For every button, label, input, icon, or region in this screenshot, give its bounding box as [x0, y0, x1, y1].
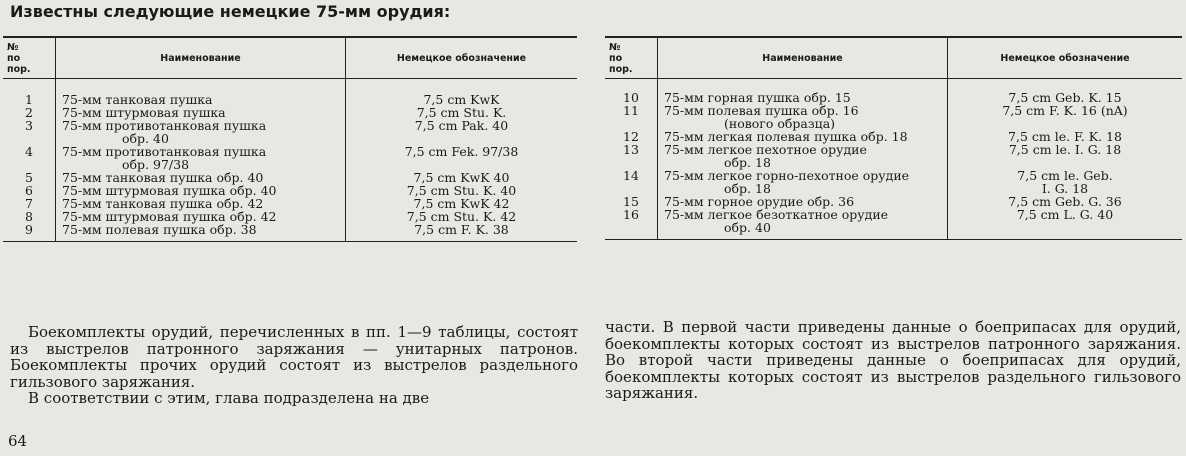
row-number: 10	[605, 91, 658, 104]
gun-name: 75-мм танковая пушка обр. 40	[56, 171, 346, 184]
table-row	[605, 104, 1182, 130]
german-designation: 7,5 cm Geb. G. 36	[1008, 194, 1122, 209]
gun-name: 75-мм легкое безоткатное орудие обр. 40	[658, 208, 948, 234]
german-designation: 7,5 cm L. G. 40	[1016, 207, 1114, 222]
gun-name: 75-мм противотанковая пушка обр. 97/38	[56, 145, 346, 171]
german-designation: 7,5 cm le. Geb. I. G. 18	[1017, 168, 1113, 196]
header-code: Немецкое обозначение	[346, 37, 578, 79]
german-designation: 7,5 cm Stu. K. 42	[406, 209, 517, 224]
german-designation: 7,5 cm le. F. K. 18	[1008, 129, 1122, 144]
table-row	[605, 208, 1182, 234]
gun-name: 75-мм штурмовая пушка обр. 42	[56, 210, 346, 223]
gun-name: 75-мм горное орудие обр. 36	[658, 195, 948, 208]
gun-name: 75-мм штурмовая пушка обр. 40	[56, 184, 346, 197]
gun-name: 75-мм легкое пехотное орудие обр. 18	[658, 143, 948, 169]
row-number: 2	[3, 106, 56, 119]
row-number: 3	[3, 119, 56, 145]
table-body-right	[605, 79, 1182, 240]
row-number: 5	[3, 171, 56, 184]
german-designation: 7,5 cm Fek. 97/38	[404, 144, 519, 159]
german-designation: 7,5 cm KwK	[423, 92, 500, 107]
row-number: 8	[3, 210, 56, 223]
gun-table-left	[3, 36, 577, 242]
row-number: 1	[3, 93, 56, 106]
table-row	[3, 119, 577, 145]
header-code: Немецкое обозначение	[948, 37, 1183, 79]
intro-line: Известны следующие немецкие 75-мм орудия:	[10, 2, 451, 21]
german-designation: 7,5 cm KwK 42	[413, 196, 510, 211]
gun-name: 75-мм противотанковая пушка обр. 40	[56, 119, 346, 145]
paragraph-text: В соответствии с этим, глава подразделена на две	[28, 389, 430, 407]
gun-name: 75-мм танковая пушка	[56, 93, 346, 106]
table-row	[605, 143, 1182, 169]
gun-name: 75-мм танковая пушка обр. 42	[56, 197, 346, 210]
german-designation: 7,5 cm Stu. K.	[416, 105, 507, 120]
german-designation: 7,5 cm Geb. K. 15	[1008, 90, 1122, 105]
german-designation: 7,5 cm F. K. 16 (nA)	[1002, 103, 1128, 118]
german-designation: 7,5 cm le. I. G. 18	[1008, 142, 1122, 157]
header-name: Наименование	[56, 37, 346, 79]
german-designation: 7,5 cm F. K. 38	[414, 222, 509, 237]
page-number: 64	[8, 432, 28, 450]
gun-name: 75-мм штурмовая пушка	[56, 106, 346, 119]
gun-name: 75-мм полевая пушка обр. 16 (нового образца)	[658, 104, 948, 130]
paragraph-text: Боекомплекты орудий, перечисленных в пп. 1—9 таблицы, состоят из выстрелов патронного заряжания — унитарных патронов. Боекомплекты прочих орудий состоят из выстрелов раздельного гильзового заряжания.	[10, 323, 578, 391]
gun-table-right	[605, 36, 1182, 240]
row-number: 13	[605, 143, 658, 169]
header-num: № по пор.	[3, 37, 56, 79]
row-number: 16	[605, 208, 658, 234]
table-body-left	[3, 79, 577, 242]
paragraph-left	[10, 324, 578, 407]
row-number: 11	[605, 104, 658, 130]
table-row	[3, 145, 577, 171]
gun-name: 75-мм легкое горно-пехотное орудие обр. 18	[658, 169, 948, 195]
paragraph-right: части. В первой части приведены данные о боеприпасах для орудий, боекомплекты которых состоят из выстрелов патронного заряжания. Во второй части приведены данные о боеприпасах для орудий, боекомплекты которых состоят из выстрелов раздельного гильзового заряжания.	[605, 318, 1181, 402]
row-number: 6	[3, 184, 56, 197]
table-row	[605, 169, 1182, 195]
gun-name: 75-мм легкая полевая пушка обр. 18	[658, 130, 948, 143]
gun-name: 75-мм полевая пушка обр. 38	[56, 223, 346, 236]
header-name: Наименование	[658, 37, 948, 79]
row-number: 12	[605, 130, 658, 143]
row-number: 15	[605, 195, 658, 208]
german-designation: 7,5 cm Pak. 40	[414, 118, 509, 133]
table-row	[3, 223, 577, 236]
german-designation: 7,5 cm KwK 40	[413, 170, 510, 185]
header-num: № по пор.	[605, 37, 658, 79]
german-designation: 7,5 cm Stu. K. 40	[406, 183, 517, 198]
row-number: 9	[3, 223, 56, 236]
row-number: 14	[605, 169, 658, 195]
row-number: 4	[3, 145, 56, 171]
row-number: 7	[3, 197, 56, 210]
gun-name: 75-мм горная пушка обр. 15	[658, 91, 948, 104]
